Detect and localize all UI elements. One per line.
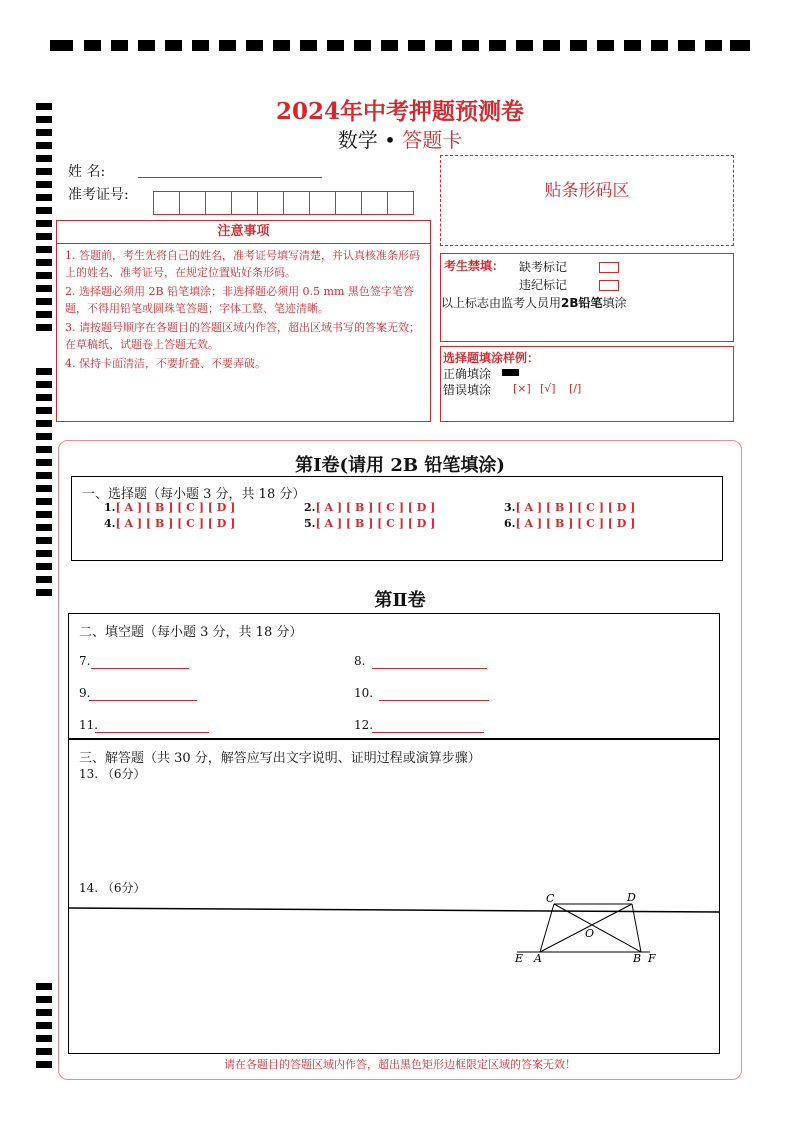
exam-ban-note-bold: 2B铅笔 — [561, 296, 603, 310]
subject-label: 数学 — [337, 128, 378, 152]
wrong-fill-mark-slash: [/] — [569, 382, 582, 395]
absent-mark-label: 缺考标记 — [519, 260, 568, 274]
part2-heading: 第Ⅱ卷 — [374, 590, 426, 611]
question-14-label: 14. （6分） — [79, 881, 146, 895]
subtitle-dot: • — [384, 128, 396, 152]
question-options[interactable]: [ A ] [ B ] [ C ] [ D ] — [315, 501, 436, 514]
fill-item-12: 12. — [354, 718, 374, 732]
exam-ban-note-suffix: 填涂 — [602, 296, 627, 310]
barcode-area-label: 贴条形码区 — [544, 181, 630, 201]
fill-item-11: 11. — [79, 718, 99, 732]
question-options[interactable]: [ A ] [ B ] [ C ] [ D ] — [115, 517, 236, 530]
fill-sample-title: 选择题填涂样例： — [443, 351, 540, 365]
notice-item-1: 1. 答题前，考生先将自己的姓名，准考证号填写清楚，并认真核准条形码上的姓名、准考证号，在规定位置贴好条形码。 — [65, 249, 420, 279]
notice-item-4: 4. 保持卡面清洁，不要折叠、不要弄破。 — [65, 357, 266, 370]
notice-item-3: 3. 请按题号顺序在各题目的答题区域内作答，超出区域书写的答案无效；在草稿纸、试题卷上答题无效。 — [65, 321, 420, 351]
wrong-fill-mark-check: [√] — [540, 382, 556, 395]
notice-title: 注意事项 — [57, 221, 430, 244]
geometry-figure — [510, 890, 660, 970]
point-e-label: E — [515, 952, 524, 965]
exam-ban-note-prefix: 以上标志由监考人员用 — [441, 296, 562, 310]
fill-item-10: 10. — [354, 686, 374, 700]
question-13-label: 13. （6分） — [79, 767, 146, 781]
question-options[interactable]: [ A ] [ B ] [ C ] [ D ] — [515, 517, 636, 530]
wrong-fill-label: 错误填涂 — [443, 383, 492, 397]
fill-item-7: 7. — [79, 654, 91, 668]
point-b-label: B — [633, 952, 642, 965]
line-ca — [540, 904, 554, 952]
name-label: 姓 名: — [68, 164, 106, 180]
question-number: 3. — [504, 501, 516, 514]
question-options[interactable]: [ A ] [ B ] [ C ] [ D ] — [515, 501, 636, 514]
point-a-label: A — [534, 952, 542, 965]
correct-fill-label: 正确填涂 — [443, 367, 492, 381]
line-db — [632, 904, 641, 952]
solve-section-title: 三、解答题（共 30 分，解答应写出文字说明、证明过程或演算步骤） — [79, 751, 481, 766]
line-cb — [554, 904, 641, 952]
question-number: 4. — [104, 517, 116, 530]
question-number: 2. — [304, 501, 316, 514]
choice-section-title: 一、选择题（每小题 3 分，共 18 分） — [82, 487, 306, 502]
wrong-fill-mark-x: [×] — [513, 382, 531, 395]
part1-heading: 第Ⅰ卷(请用 2B 铅笔填涂) — [295, 455, 505, 476]
notice-item-2: 2. 选择题必须用 2B 铅笔填涂；非选择题必须用 0.5 mm 黑色签字笔答题，不得用铅笔或圆珠笔答题；字体工整、笔迹清晰。 — [65, 285, 414, 315]
point-d-label: D — [627, 891, 636, 904]
fill-item-9: 9. — [79, 686, 91, 700]
question-number: 5. — [304, 517, 316, 530]
fill-section-title: 二、填空题（每小题 3 分，共 18 分） — [79, 625, 303, 640]
card-label: 答题卡 — [402, 128, 463, 152]
question-number: 1. — [104, 501, 116, 514]
fill-item-8: 8. — [354, 654, 366, 668]
question-number: 6. — [504, 517, 516, 530]
point-f-label: F — [648, 952, 656, 965]
id-label: 准考证号: — [68, 187, 129, 203]
exam-title: 2024年中考押题预测卷 — [275, 98, 524, 125]
point-c-label: C — [546, 892, 555, 905]
footer-warning: 请在各题目的答题区域内作答，超出黑色矩形边框限定区域的答案无效！ — [224, 1058, 576, 1071]
point-o-label: O — [585, 927, 595, 940]
exam-ban-label: 考生禁填： — [444, 259, 505, 273]
question-options[interactable]: [ A ] [ B ] [ C ] [ D ] — [315, 517, 436, 530]
violation-mark-label: 违纪标记 — [519, 278, 568, 292]
question-options[interactable]: [ A ] [ B ] [ C ] [ D ] — [115, 501, 236, 514]
